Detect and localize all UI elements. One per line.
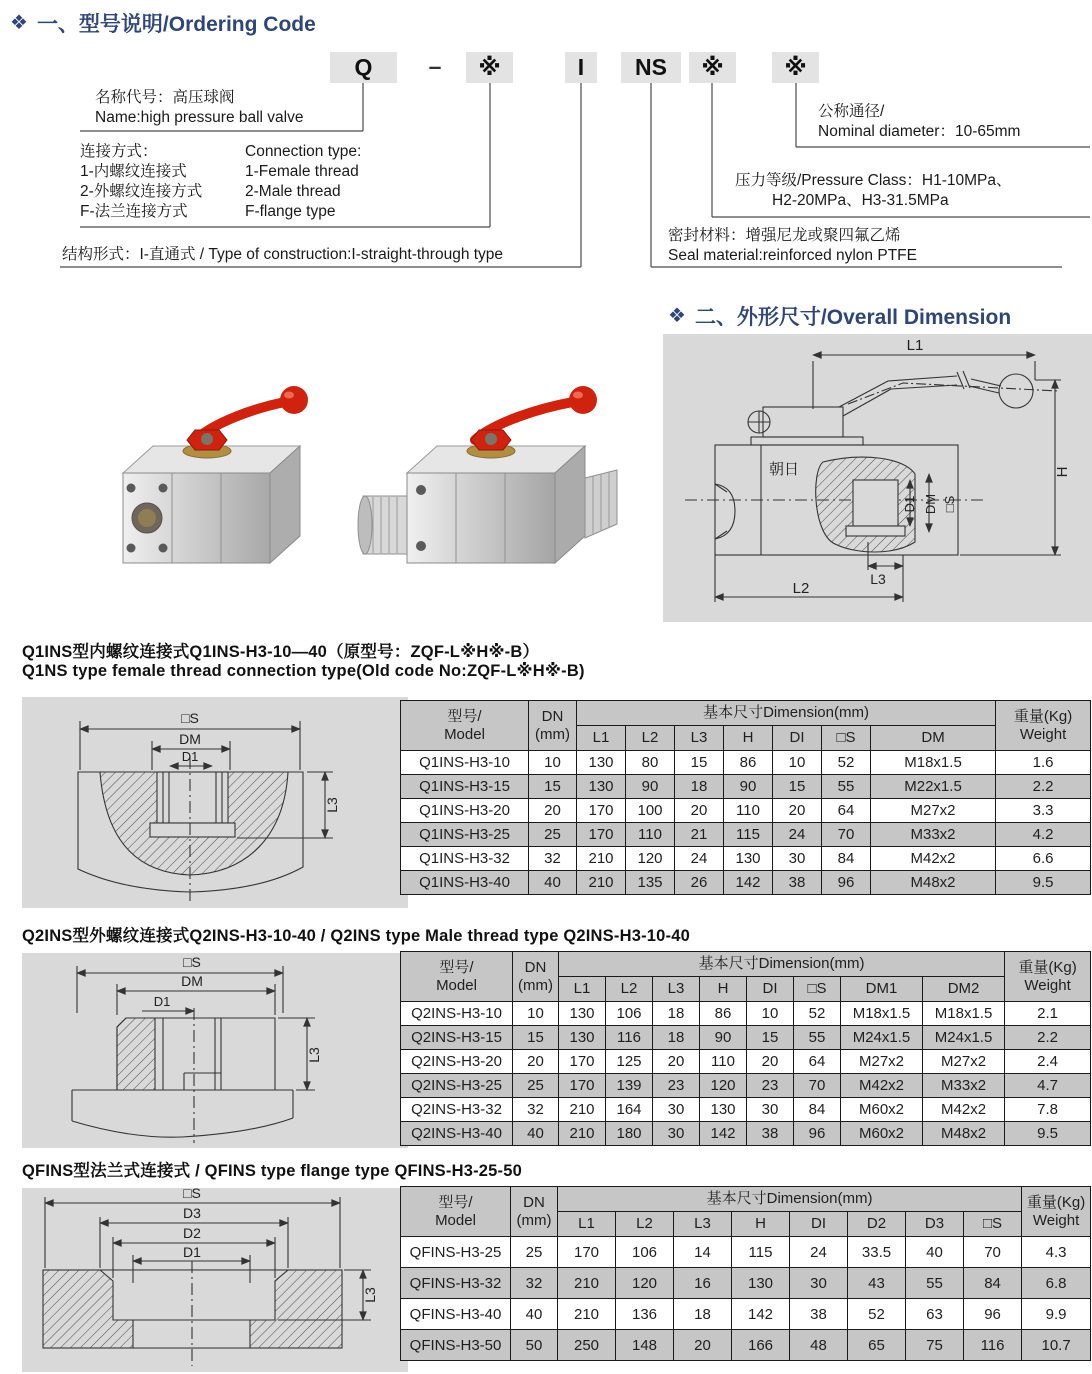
value-cell: 125 (606, 1050, 653, 1074)
value-cell: 210 (559, 1122, 606, 1146)
value-cell: 43 (848, 1268, 906, 1299)
value-cell: 15 (747, 1026, 794, 1050)
value-cell: 4.2 (996, 823, 1091, 847)
value-cell: 52 (848, 1299, 906, 1330)
col-header-dim: □S (822, 726, 871, 751)
col-header-dim: D2 (848, 1212, 906, 1237)
value-cell: 38 (773, 871, 822, 895)
nominal-label-en: Nominal diameter：10-65mm (818, 123, 1021, 140)
value-cell: 166 (732, 1330, 790, 1361)
dim-label-d1: D1 (181, 749, 199, 764)
value-cell: 2.2 (1005, 1026, 1091, 1050)
code-box-ns: NS (621, 52, 681, 83)
table-row (401, 847, 1091, 871)
code-dash: – (428, 53, 442, 79)
value-cell: 40 (906, 1237, 964, 1268)
dim-label-l1: L1 (906, 337, 924, 354)
col-header-dim: L1 (577, 726, 626, 751)
value-cell: 20 (747, 1050, 794, 1074)
value-cell: 90 (724, 775, 773, 799)
value-cell: 4.7 (1005, 1074, 1091, 1098)
col-header-weight: 重量(Kg) Weight (1022, 1187, 1091, 1237)
seal-label-cn: 密封材料：增强尼龙或聚四氟乙烯 (668, 227, 901, 244)
section2-title: 二、外形尺寸/Overall Dimension (694, 306, 1012, 329)
value-cell: 130 (700, 1098, 747, 1122)
col-header-dn: DN (mm) (529, 701, 577, 751)
value-cell: 18 (675, 775, 724, 799)
table-row (401, 1098, 1091, 1122)
dim-label-l3: L3 (306, 1047, 322, 1063)
value-cell: 10.7 (1022, 1330, 1091, 1361)
value-cell: 48 (790, 1330, 848, 1361)
female-thread-drawing (22, 697, 408, 908)
value-cell: 18 (653, 1002, 700, 1026)
code-box-asterisk-2: ※ (689, 52, 736, 83)
table3 (400, 1186, 1091, 1361)
table3-title: QFINS型法兰式连接式 / QFINS type flange type QFINS-H3-25-50 (22, 1162, 522, 1180)
value-cell: 25 (511, 1237, 558, 1268)
value-cell: 64 (822, 799, 871, 823)
value-cell: 115 (724, 823, 773, 847)
value-cell: 120 (616, 1268, 674, 1299)
value-cell: 23 (747, 1074, 794, 1098)
diamond-cluster-icon: ❖ (668, 305, 686, 327)
col-header-dim: H (724, 726, 773, 751)
table-row (401, 799, 1091, 823)
value-cell: 84 (822, 847, 871, 871)
value-cell: 210 (558, 1299, 616, 1330)
value-cell: 40 (511, 1299, 558, 1330)
value-cell: 15 (773, 775, 822, 799)
value-cell: 30 (747, 1098, 794, 1122)
dim-label-s: □S (183, 954, 201, 970)
value-cell: 20 (513, 1050, 559, 1074)
value-cell: 70 (822, 823, 871, 847)
dim-label-d1: D1 (902, 495, 917, 513)
dim-label-dm: DM (179, 731, 201, 747)
col-header-dim: L2 (606, 977, 653, 1002)
value-cell: 16 (674, 1268, 732, 1299)
col-header-model: 型号/ Model (401, 701, 529, 751)
value-cell: 130 (577, 751, 626, 775)
col-header-dim: DM (871, 726, 996, 751)
value-cell: 86 (700, 1002, 747, 1026)
overall-dimension-drawing (663, 334, 1092, 622)
value-cell: 15 (675, 751, 724, 775)
connection-item-cn-3: F-法兰连接方式 (80, 203, 188, 220)
model-cell: Q2INS-H3-25 (401, 1074, 513, 1098)
table-row (401, 1050, 1091, 1074)
col-header-dim: H (732, 1212, 790, 1237)
value-cell: 96 (964, 1299, 1022, 1330)
value-cell: 6.6 (996, 847, 1091, 871)
value-cell: 24 (773, 823, 822, 847)
dim-label-d2: D2 (183, 1225, 201, 1241)
value-cell: 40 (529, 871, 577, 895)
value-cell: 30 (790, 1268, 848, 1299)
value-cell: M27x2 (871, 799, 996, 823)
q2ins-spec-table (400, 951, 1091, 1146)
value-cell: 110 (700, 1050, 747, 1074)
table-row (401, 1074, 1091, 1098)
value-cell: 20 (674, 1330, 732, 1361)
value-cell: M18x1.5 (841, 1002, 923, 1026)
value-cell: 1.6 (996, 751, 1091, 775)
value-cell: 52 (794, 1002, 841, 1026)
code-box-asterisk-1: ※ (466, 52, 513, 83)
value-cell: 14 (674, 1237, 732, 1268)
table-row (401, 775, 1091, 799)
value-cell: 24 (790, 1237, 848, 1268)
value-cell: 116 (606, 1026, 653, 1050)
brand-mark: 朝日 (769, 461, 800, 478)
pressure-label-line1: 压力等级/Pressure Class：H1-10MPa、 (735, 172, 1012, 189)
value-cell: 130 (577, 775, 626, 799)
value-cell: 55 (794, 1026, 841, 1050)
value-cell: 106 (616, 1237, 674, 1268)
value-cell: 70 (964, 1237, 1022, 1268)
value-cell: 15 (513, 1026, 559, 1050)
value-cell: 30 (773, 847, 822, 871)
value-cell: M42x2 (871, 847, 996, 871)
value-cell: M24x1.5 (923, 1026, 1005, 1050)
col-header-dim: DI (790, 1212, 848, 1237)
value-cell: 86 (724, 751, 773, 775)
value-cell: 40 (513, 1122, 559, 1146)
col-header-dim: L3 (675, 726, 724, 751)
dim-label-l3: L3 (870, 571, 886, 587)
dim-label-dm: DM (181, 973, 203, 989)
table-row (401, 1330, 1091, 1361)
value-cell: 18 (653, 1026, 700, 1050)
seal-label-en: Seal material:reinforced nylon PTFE (668, 247, 917, 264)
value-cell: 210 (559, 1098, 606, 1122)
col-header-dn: DN (mm) (511, 1187, 558, 1237)
col-header-dim: DI (747, 977, 794, 1002)
value-cell: 170 (559, 1050, 606, 1074)
value-cell: 75 (906, 1330, 964, 1361)
connection-item-cn-2: 2-外螺纹连接方式 (80, 183, 203, 200)
value-cell: 130 (559, 1026, 606, 1050)
value-cell: 38 (747, 1122, 794, 1146)
code-box-asterisk-3: ※ (772, 52, 819, 83)
value-cell: 110 (724, 799, 773, 823)
connection-item-en-1: 1-Female thread (245, 163, 359, 180)
value-cell: 20 (675, 799, 724, 823)
col-header-dim: D3 (906, 1212, 964, 1237)
value-cell: M60x2 (841, 1122, 923, 1146)
col-header-model: 型号/ Model (401, 952, 513, 1002)
value-cell: M27x2 (841, 1050, 923, 1074)
model-cell: QFINS-H3-40 (401, 1299, 511, 1330)
col-header-dim: L1 (559, 977, 606, 1002)
table-row (401, 823, 1091, 847)
model-cell: QFINS-H3-32 (401, 1268, 511, 1299)
col-header-dimension-group: 基本尺寸Dimension(mm) (558, 1187, 1022, 1212)
table-row (401, 1299, 1091, 1330)
value-cell: 30 (653, 1122, 700, 1146)
value-cell: M24x1.5 (841, 1026, 923, 1050)
table-row (401, 1026, 1091, 1050)
value-cell: 142 (732, 1299, 790, 1330)
value-cell: M18x1.5 (923, 1002, 1005, 1026)
connection-title-en: Connection type: (245, 143, 362, 160)
model-cell: Q2INS-H3-32 (401, 1098, 513, 1122)
value-cell: 210 (577, 847, 626, 871)
value-cell: 10 (747, 1002, 794, 1026)
model-cell: Q1INS-H3-40 (401, 871, 529, 895)
value-cell: 10 (529, 751, 577, 775)
value-cell: 96 (794, 1122, 841, 1146)
value-cell: 96 (822, 871, 871, 895)
connection-item-cn-1: 1-内螺纹连接式 (80, 163, 187, 180)
value-cell: 210 (558, 1268, 616, 1299)
value-cell: 65 (848, 1330, 906, 1361)
connection-item-en-3: F-flange type (245, 203, 336, 220)
value-cell: 24 (675, 847, 724, 871)
table-row (401, 1237, 1091, 1268)
value-cell: 63 (906, 1299, 964, 1330)
value-cell: 84 (964, 1268, 1022, 1299)
value-cell: 10 (513, 1002, 559, 1026)
value-cell: 30 (653, 1098, 700, 1122)
col-header-weight: 重量(Kg) Weight (996, 701, 1091, 751)
col-header-dim: □S (964, 1212, 1022, 1237)
value-cell: M22x1.5 (871, 775, 996, 799)
code-box-i: I (565, 52, 597, 83)
value-cell: 170 (558, 1237, 616, 1268)
q1ins-spec-table (400, 700, 1091, 895)
value-cell: M27x2 (923, 1050, 1005, 1074)
code-box-q: Q (330, 52, 397, 83)
model-cell: Q1INS-H3-10 (401, 751, 529, 775)
col-header-dim: L2 (616, 1212, 674, 1237)
value-cell: 106 (606, 1002, 653, 1026)
value-cell: M48x2 (923, 1122, 1005, 1146)
value-cell: 9.5 (1005, 1122, 1091, 1146)
value-cell: 18 (674, 1299, 732, 1330)
value-cell: 55 (906, 1268, 964, 1299)
col-header-dim: DM2 (923, 977, 1005, 1002)
value-cell: M42x2 (923, 1098, 1005, 1122)
diamond-cluster-icon: ❖ (10, 12, 28, 34)
value-cell: M60x2 (841, 1098, 923, 1122)
value-cell: M18x1.5 (871, 751, 996, 775)
product-photo-male-valve (355, 378, 630, 593)
model-cell: Q2INS-H3-15 (401, 1026, 513, 1050)
col-header-dim: L3 (653, 977, 700, 1002)
col-header-dim: L1 (558, 1212, 616, 1237)
value-cell: 9.5 (996, 871, 1091, 895)
col-header-model: 型号/ Model (401, 1187, 511, 1237)
model-cell: Q1INS-H3-15 (401, 775, 529, 799)
dim-label-l3: L3 (362, 1287, 378, 1303)
value-cell: M33x2 (923, 1074, 1005, 1098)
value-cell: 116 (964, 1330, 1022, 1361)
value-cell: M42x2 (841, 1074, 923, 1098)
dim-label-d1: D1 (153, 994, 171, 1009)
value-cell: 9.9 (1022, 1299, 1091, 1330)
value-cell: 90 (700, 1026, 747, 1050)
value-cell: 170 (577, 823, 626, 847)
value-cell: 130 (724, 847, 773, 871)
value-cell: 50 (511, 1330, 558, 1361)
name-label-en: Name:high pressure ball valve (95, 109, 304, 126)
flange-drawing (22, 1188, 408, 1372)
value-cell: 26 (675, 871, 724, 895)
value-cell: 10 (773, 751, 822, 775)
value-cell: 142 (700, 1122, 747, 1146)
value-cell: 130 (732, 1268, 790, 1299)
value-cell: 32 (513, 1098, 559, 1122)
table1-title-en: Q1NS type female thread connection type(Old code No:ZQF-L※H※-B) (22, 662, 585, 680)
model-cell: QFINS-H3-50 (401, 1330, 511, 1361)
value-cell: 120 (626, 847, 675, 871)
col-header-dim: L2 (626, 726, 675, 751)
value-cell: M48x2 (871, 871, 996, 895)
col-header-dimension-group: 基本尺寸Dimension(mm) (559, 952, 1005, 977)
value-cell: 38 (790, 1299, 848, 1330)
col-header-dim: DM1 (841, 977, 923, 1002)
value-cell: 64 (794, 1050, 841, 1074)
table-row (401, 1268, 1091, 1299)
value-cell: 4.3 (1022, 1237, 1091, 1268)
value-cell: 135 (626, 871, 675, 895)
table-row (401, 751, 1091, 775)
dim-label-s: □S (942, 495, 957, 513)
dim-label-d1: D1 (183, 1244, 201, 1260)
dim-label-s: □S (183, 1188, 201, 1201)
value-cell: 20 (529, 799, 577, 823)
value-cell: 2.4 (1005, 1050, 1091, 1074)
product-photo-female-valve (95, 378, 330, 593)
value-cell: 21 (675, 823, 724, 847)
construction-label: 结构形式：I-直通式 / Type of construction:I-straight-through type (62, 246, 504, 263)
value-cell: 20 (773, 799, 822, 823)
value-cell: 170 (559, 1074, 606, 1098)
model-cell: Q2INS-H3-40 (401, 1122, 513, 1146)
connection-item-en-2: 2-Male thread (245, 183, 341, 200)
dim-label-l2: L2 (792, 580, 810, 597)
value-cell: 180 (606, 1122, 653, 1146)
value-cell: 164 (606, 1098, 653, 1122)
col-header-dn: DN (mm) (513, 952, 559, 1002)
table2-title: Q2INS型外螺纹连接式Q2INS-H3-10-40 / Q2INS type Male thread type Q2INS-H3-10-40 (22, 927, 690, 945)
value-cell: 23 (653, 1074, 700, 1098)
connection-title-cn: 连接方式： (80, 143, 158, 160)
value-cell: 120 (700, 1074, 747, 1098)
value-cell: 2.2 (996, 775, 1091, 799)
col-header-weight: 重量(Kg) Weight (1005, 952, 1091, 1002)
value-cell: 90 (626, 775, 675, 799)
model-cell: Q1INS-H3-25 (401, 823, 529, 847)
col-header-dim: □S (794, 977, 841, 1002)
dim-label-s: □S (181, 710, 199, 726)
value-cell: 250 (558, 1330, 616, 1361)
section1-heading (10, 8, 316, 38)
value-cell: 136 (616, 1299, 674, 1330)
col-header-dim: L3 (674, 1212, 732, 1237)
value-cell: 25 (513, 1074, 559, 1098)
dim-label-h: H (1054, 466, 1071, 478)
value-cell: 6.8 (1022, 1268, 1091, 1299)
value-cell: 142 (724, 871, 773, 895)
value-cell: 100 (626, 799, 675, 823)
value-cell: 110 (626, 823, 675, 847)
section1-title: 一、型号说明/Ordering Code (36, 13, 316, 36)
value-cell: 80 (626, 751, 675, 775)
model-cell: Q2INS-H3-20 (401, 1050, 513, 1074)
value-cell: 15 (529, 775, 577, 799)
value-cell: 170 (577, 799, 626, 823)
value-cell: 115 (732, 1237, 790, 1268)
model-cell: Q1INS-H3-32 (401, 847, 529, 871)
value-cell: 7.8 (1005, 1098, 1091, 1122)
value-cell: 25 (529, 823, 577, 847)
col-header-dim: H (700, 977, 747, 1002)
table1 (400, 700, 1091, 895)
dim-label-dm: DM (923, 493, 938, 515)
nominal-label-cn: 公称通径/ (818, 103, 885, 120)
value-cell: 52 (822, 751, 871, 775)
dim-label-d3: D3 (183, 1205, 201, 1221)
value-cell: 55 (822, 775, 871, 799)
table1-title-cn: Q1INS型内螺纹连接式Q1INS-H3-10—40（原型号：ZQF-L※H※-B） (22, 643, 540, 661)
table2 (400, 951, 1091, 1146)
table-row (401, 871, 1091, 895)
dim-label-l3: L3 (324, 797, 340, 813)
qfins-spec-table (400, 1186, 1091, 1361)
model-cell: Q1INS-H3-20 (401, 799, 529, 823)
name-label-cn: 名称代号：高压球阀 (95, 89, 235, 106)
value-cell: 32 (511, 1268, 558, 1299)
value-cell: 70 (794, 1074, 841, 1098)
table-row (401, 1122, 1091, 1146)
value-cell: 84 (794, 1098, 841, 1122)
value-cell: 2.1 (1005, 1002, 1091, 1026)
pressure-label-line2: H2-20MPa、H3-31.5MPa (772, 192, 949, 209)
value-cell: 139 (606, 1074, 653, 1098)
section2-heading (668, 301, 1011, 331)
col-header-dim: DI (773, 726, 822, 751)
value-cell: 3.3 (996, 799, 1091, 823)
value-cell: 33.5 (848, 1237, 906, 1268)
col-header-dimension-group: 基本尺寸Dimension(mm) (577, 701, 996, 726)
value-cell: 210 (577, 871, 626, 895)
value-cell: 20 (653, 1050, 700, 1074)
male-thread-drawing (22, 953, 408, 1148)
value-cell: 32 (529, 847, 577, 871)
model-cell: QFINS-H3-25 (401, 1237, 511, 1268)
value-cell: M33x2 (871, 823, 996, 847)
value-cell: 130 (559, 1002, 606, 1026)
model-cell: Q2INS-H3-10 (401, 1002, 513, 1026)
value-cell: 148 (616, 1330, 674, 1361)
table-row (401, 1002, 1091, 1026)
